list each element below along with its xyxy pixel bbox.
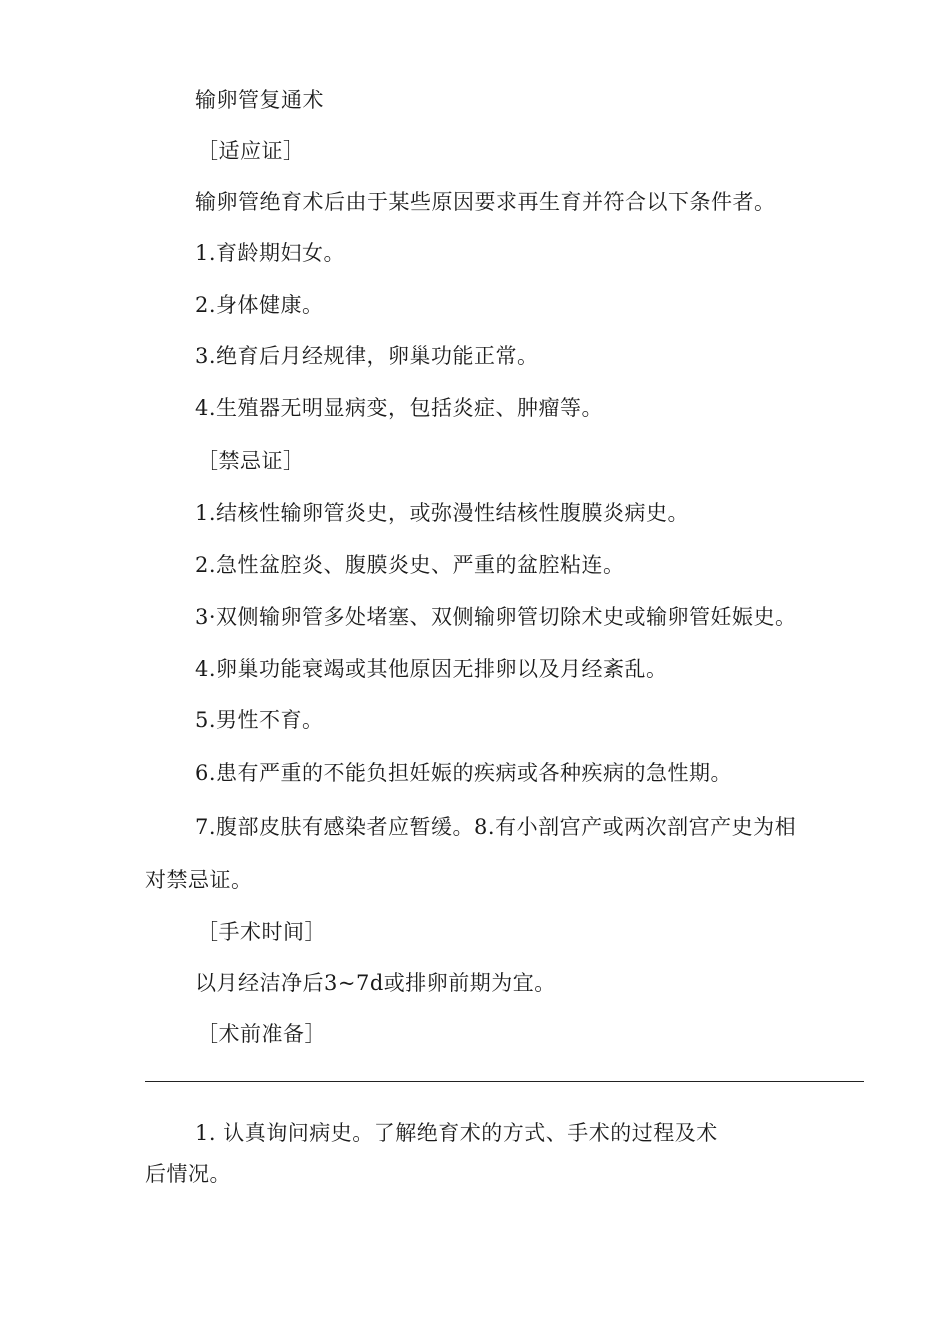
document-title: 输卵管复通术 xyxy=(195,88,324,112)
indications-intro: 输卵管绝育术后由于某些原因要求再生育并符合以下条件者。 xyxy=(195,190,776,214)
contraindication-item: 3·双侧输卵管多处堵塞、双侧输卵管切除术史或输卵管妊娠史。 xyxy=(195,605,797,629)
indication-item: 4.生殖器无明显病变，包括炎症、肿瘤等。 xyxy=(195,396,604,420)
preparation-item-1-line2: 后情况。 xyxy=(145,1162,231,1186)
contraindication-item-7-line1: 7.腹部皮肤有感染者应暂缓。8.有小剖宫产或两次剖宫产史为相 xyxy=(195,815,797,839)
indication-item: 2.身体健康。 xyxy=(195,293,324,317)
contraindications-heading: ［禁忌证］ xyxy=(197,449,305,473)
contraindication-item: 1.结核性输卵管炎史，或弥漫性结核性腹膜炎病史。 xyxy=(195,501,690,525)
contraindication-item: 2.急性盆腔炎、腹膜炎史、严重的盆腔粘连。 xyxy=(195,553,625,577)
contraindication-item: 6.患有严重的不能负担妊娠的疾病或各种疾病的急性期。 xyxy=(195,761,733,785)
timing-text: 以月经洁净后3~7d或排卵前期为宜。 xyxy=(195,971,556,995)
contraindication-item: 5.男性不育。 xyxy=(195,708,324,732)
page-divider xyxy=(145,1081,864,1082)
indication-item: 1.育龄期妇女。 xyxy=(195,241,346,265)
indication-item: 3.绝育后月经规律，卵巢功能正常。 xyxy=(195,344,539,368)
indications-heading: ［适应证］ xyxy=(197,139,305,163)
contraindication-item: 4.卵巢功能衰竭或其他原因无排卵以及月经紊乱。 xyxy=(195,657,668,681)
preparation-heading: ［术前准备］ xyxy=(197,1022,326,1046)
contraindication-item-7-line2: 对禁忌证。 xyxy=(145,868,253,892)
preparation-item-1-line1: 1. 认真询问病史。了解绝育术的方式、手术的过程及术 xyxy=(195,1121,718,1145)
timing-heading: ［手术时间］ xyxy=(197,920,326,944)
